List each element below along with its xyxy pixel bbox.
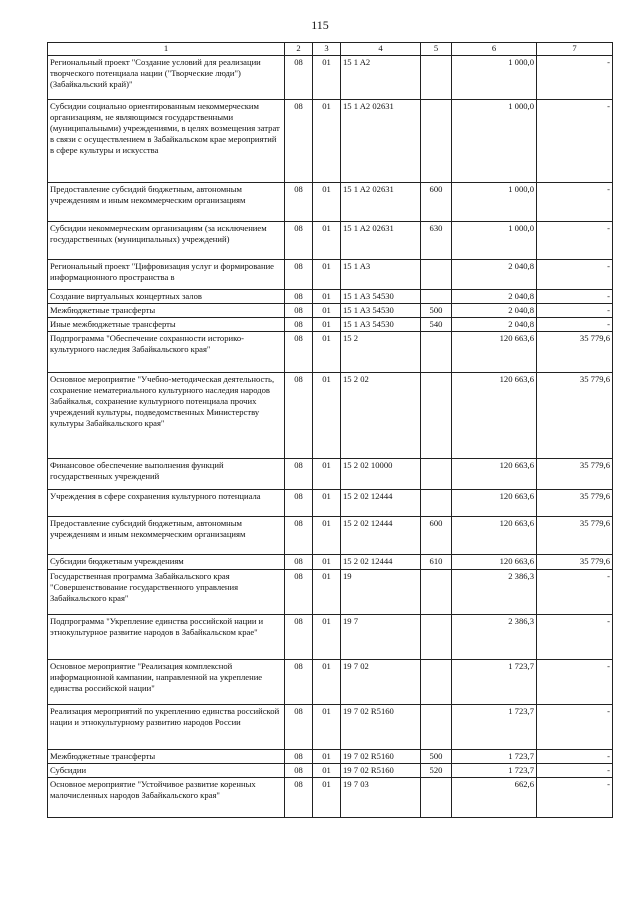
target-item-cell: 15 1 A3 54530 xyxy=(341,290,421,304)
expense-type-cell xyxy=(421,570,452,615)
amount-cell: 1 723,7 xyxy=(452,705,537,750)
table-row xyxy=(48,705,613,750)
target-item-cell: 19 7 02 R5160 xyxy=(341,764,421,778)
section-code-cell: 08 xyxy=(285,570,313,615)
column-header: 3 xyxy=(313,43,341,56)
amount-2-cell: - xyxy=(537,764,613,778)
table-row xyxy=(48,56,613,100)
subsection-code-cell: 01 xyxy=(313,332,341,373)
section-code-cell: 08 xyxy=(285,660,313,705)
target-item-cell: 19 7 03 xyxy=(341,778,421,818)
column-header: 1 xyxy=(48,43,285,56)
section-code-cell: 08 xyxy=(285,459,313,490)
amount-cell: 2 040,8 xyxy=(452,290,537,304)
subsection-code-cell: 01 xyxy=(313,490,341,517)
target-item-cell: 15 2 02 xyxy=(341,373,421,459)
column-header-row xyxy=(48,43,613,56)
expense-type-cell xyxy=(421,373,452,459)
amount-cell: 120 663,6 xyxy=(452,373,537,459)
subsection-code-cell: 01 xyxy=(313,459,341,490)
amount-2-cell: 35 779,6 xyxy=(537,517,613,555)
table-row xyxy=(48,660,613,705)
target-item-cell: 19 7 02 R5160 xyxy=(341,750,421,764)
table-row xyxy=(48,459,613,490)
row-name-cell: Учреждения в сфере сохранения культурного потенциала xyxy=(48,490,285,517)
amount-cell: 2 386,3 xyxy=(452,570,537,615)
row-name-cell: Предоставление субсидий бюджетным, автономным учреждениям и иным некоммерческим организациям xyxy=(48,517,285,555)
section-code-cell: 08 xyxy=(285,373,313,459)
section-code-cell: 08 xyxy=(285,555,313,570)
table-row xyxy=(48,778,613,818)
row-name-cell: Финансовое обеспечение выполнения функций государственных учреждений xyxy=(48,459,285,490)
amount-2-cell: - xyxy=(537,705,613,750)
expense-type-cell: 540 xyxy=(421,318,452,332)
amount-cell: 2 040,8 xyxy=(452,304,537,318)
amount-2-cell: 35 779,6 xyxy=(537,555,613,570)
subsection-code-cell: 01 xyxy=(313,555,341,570)
amount-cell: 1 723,7 xyxy=(452,764,537,778)
expense-type-cell xyxy=(421,615,452,660)
table-row xyxy=(48,750,613,764)
amount-2-cell: - xyxy=(537,750,613,764)
amount-2-cell: 35 779,6 xyxy=(537,373,613,459)
section-code-cell: 08 xyxy=(285,318,313,332)
target-item-cell: 15 2 xyxy=(341,332,421,373)
table-row xyxy=(48,490,613,517)
row-name-cell: Субсидии бюджетным учреждениям xyxy=(48,555,285,570)
target-item-cell: 15 1 A3 54530 xyxy=(341,318,421,332)
expense-type-cell: 600 xyxy=(421,183,452,222)
row-name-cell: Иные межбюджетные трансферты xyxy=(48,318,285,332)
amount-2-cell: - xyxy=(537,100,613,183)
amount-cell: 1 723,7 xyxy=(452,660,537,705)
amount-cell: 120 663,6 xyxy=(452,517,537,555)
target-item-cell: 19 xyxy=(341,570,421,615)
expense-type-cell xyxy=(421,56,452,100)
amount-2-cell: 35 779,6 xyxy=(537,332,613,373)
table-row xyxy=(48,517,613,555)
section-code-cell: 08 xyxy=(285,750,313,764)
table-row xyxy=(48,318,613,332)
amount-cell: 1 000,0 xyxy=(452,222,537,260)
target-item-cell: 15 1 A3 xyxy=(341,260,421,290)
subsection-code-cell: 01 xyxy=(313,290,341,304)
subsection-code-cell: 01 xyxy=(313,183,341,222)
expense-type-cell xyxy=(421,260,452,290)
amount-2-cell: - xyxy=(537,183,613,222)
row-name-cell: Субсидии социально ориентированным некоммерческим организациям, не являющимся государственными (муниципальными) учреждениями, в целях возмещения затрат в связи с осуществлением в Забайкальском крае мероприятий в сфере культуры и искусства xyxy=(48,100,285,183)
table-row xyxy=(48,100,613,183)
amount-2-cell: - xyxy=(537,290,613,304)
target-item-cell: 15 2 02 10000 xyxy=(341,459,421,490)
row-name-cell: Реализация мероприятий по укреплению единства российской нации и этнокультурному развитию народов России xyxy=(48,705,285,750)
table-row xyxy=(48,555,613,570)
amount-2-cell: 35 779,6 xyxy=(537,490,613,517)
expense-type-cell xyxy=(421,490,452,517)
subsection-code-cell: 01 xyxy=(313,100,341,183)
expense-type-cell xyxy=(421,705,452,750)
table-row xyxy=(48,373,613,459)
amount-cell: 120 663,6 xyxy=(452,490,537,517)
amount-2-cell: - xyxy=(537,56,613,100)
row-name-cell: Основное мероприятие "Реализация комплексной информационной кампании, направленной на укрепление единства российской нации" xyxy=(48,660,285,705)
target-item-cell: 15 2 02 12444 xyxy=(341,490,421,517)
table-row xyxy=(48,290,613,304)
section-code-cell: 08 xyxy=(285,260,313,290)
section-code-cell: 08 xyxy=(285,517,313,555)
amount-cell: 1 000,0 xyxy=(452,100,537,183)
section-code-cell: 08 xyxy=(285,100,313,183)
page-number: 115 xyxy=(311,18,329,32)
table-row xyxy=(48,764,613,778)
row-name-cell: Основное мероприятие "Устойчивое развитие коренных малочисленных народов Забайкальского края" xyxy=(48,778,285,818)
amount-cell: 2 386,3 xyxy=(452,615,537,660)
subsection-code-cell: 01 xyxy=(313,615,341,660)
amount-2-cell: - xyxy=(537,260,613,290)
expense-type-cell xyxy=(421,332,452,373)
subsection-code-cell: 01 xyxy=(313,260,341,290)
column-header: 4 xyxy=(341,43,421,56)
target-item-cell: 15 1 A2 02631 xyxy=(341,100,421,183)
amount-2-cell: - xyxy=(537,570,613,615)
row-name-cell: Подпрограмма "Укрепление единства российской нации и этнокультурное развитие народов в Забайкальском крае" xyxy=(48,615,285,660)
amount-2-cell: - xyxy=(537,615,613,660)
amount-cell: 120 663,6 xyxy=(452,332,537,373)
amount-2-cell: - xyxy=(537,222,613,260)
target-item-cell: 15 1 A3 54530 xyxy=(341,304,421,318)
section-code-cell: 08 xyxy=(285,778,313,818)
row-name-cell: Создание виртуальных концертных залов xyxy=(48,290,285,304)
table-row xyxy=(48,304,613,318)
amount-cell: 662,6 xyxy=(452,778,537,818)
row-name-cell: Государственная программа Забайкальского края "Совершенствование государственного управления Забайкальского края" xyxy=(48,570,285,615)
amount-cell: 120 663,6 xyxy=(452,459,537,490)
amount-2-cell: - xyxy=(537,660,613,705)
row-name-cell: Субсидии некоммерческим организациям (за исключением государственных (муниципальных) учреждений) xyxy=(48,222,285,260)
subsection-code-cell: 01 xyxy=(313,660,341,705)
target-item-cell: 19 7 02 R5160 xyxy=(341,705,421,750)
row-name-cell: Подпрограмма "Обеспечение сохранности историко-культурного наследия Забайкальского края" xyxy=(48,332,285,373)
section-code-cell: 08 xyxy=(285,290,313,304)
target-item-cell: 15 1 A2 xyxy=(341,56,421,100)
section-code-cell: 08 xyxy=(285,615,313,660)
section-code-cell: 08 xyxy=(285,490,313,517)
amount-cell: 1 723,7 xyxy=(452,750,537,764)
subsection-code-cell: 01 xyxy=(313,304,341,318)
expense-type-cell: 630 xyxy=(421,222,452,260)
expense-type-cell xyxy=(421,778,452,818)
table-row xyxy=(48,570,613,615)
amount-2-cell: - xyxy=(537,318,613,332)
expense-type-cell: 500 xyxy=(421,304,452,318)
section-code-cell: 08 xyxy=(285,764,313,778)
table-row xyxy=(48,260,613,290)
subsection-code-cell: 01 xyxy=(313,764,341,778)
section-code-cell: 08 xyxy=(285,705,313,750)
table-row xyxy=(48,183,613,222)
amount-2-cell: - xyxy=(537,304,613,318)
amount-cell: 2 040,8 xyxy=(452,260,537,290)
expense-type-cell xyxy=(421,459,452,490)
target-item-cell: 15 1 A2 02631 xyxy=(341,222,421,260)
row-name-cell: Основное мероприятие "Учебно-методическая деятельность, сохранение нематериального культурного наследия народов Забайкалья, сохранение культурного потенциала прочих учреждений культуры, подведомственных Министерству культуры Забайкальского края" xyxy=(48,373,285,459)
expense-type-cell: 610 xyxy=(421,555,452,570)
section-code-cell: 08 xyxy=(285,222,313,260)
subsection-code-cell: 01 xyxy=(313,705,341,750)
target-item-cell: 19 7 02 xyxy=(341,660,421,705)
amount-cell: 1 000,0 xyxy=(452,56,537,100)
budget-table xyxy=(47,42,613,818)
subsection-code-cell: 01 xyxy=(313,318,341,332)
subsection-code-cell: 01 xyxy=(313,517,341,555)
table-row xyxy=(48,222,613,260)
column-header: 5 xyxy=(421,43,452,56)
column-header: 2 xyxy=(285,43,313,56)
subsection-code-cell: 01 xyxy=(313,222,341,260)
section-code-cell: 08 xyxy=(285,304,313,318)
subsection-code-cell: 01 xyxy=(313,750,341,764)
subsection-code-cell: 01 xyxy=(313,778,341,818)
amount-2-cell: - xyxy=(537,778,613,818)
expense-type-cell: 600 xyxy=(421,517,452,555)
target-item-cell: 15 1 A2 02631 xyxy=(341,183,421,222)
target-item-cell: 15 2 02 12444 xyxy=(341,517,421,555)
expense-type-cell xyxy=(421,660,452,705)
row-name-cell: Межбюджетные трансферты xyxy=(48,304,285,318)
row-name-cell: Межбюджетные трансферты xyxy=(48,750,285,764)
amount-cell: 120 663,6 xyxy=(452,555,537,570)
section-code-cell: 08 xyxy=(285,332,313,373)
row-name-cell: Субсидии xyxy=(48,764,285,778)
amount-cell: 1 000,0 xyxy=(452,183,537,222)
expense-type-cell xyxy=(421,290,452,304)
table-row xyxy=(48,615,613,660)
row-name-cell: Предоставление субсидий бюджетным, автономным учреждениям и иным некоммерческим организациям xyxy=(48,183,285,222)
section-code-cell: 08 xyxy=(285,56,313,100)
expense-type-cell: 520 xyxy=(421,764,452,778)
target-item-cell: 19 7 xyxy=(341,615,421,660)
section-code-cell: 08 xyxy=(285,183,313,222)
amount-2-cell: 35 779,6 xyxy=(537,459,613,490)
subsection-code-cell: 01 xyxy=(313,56,341,100)
subsection-code-cell: 01 xyxy=(313,570,341,615)
subsection-code-cell: 01 xyxy=(313,373,341,459)
expense-type-cell: 500 xyxy=(421,750,452,764)
expense-type-cell xyxy=(421,100,452,183)
row-name-cell: Региональный проект "Создание условий для реализации творческого потенциала нации ("Творческие люди") (Забайкальский край)" xyxy=(48,56,285,100)
column-header: 6 xyxy=(452,43,537,56)
target-item-cell: 15 2 02 12444 xyxy=(341,555,421,570)
row-name-cell: Региональный проект "Цифровизация услуг и формирование информационного пространства в xyxy=(48,260,285,290)
amount-cell: 2 040,8 xyxy=(452,318,537,332)
table-row xyxy=(48,332,613,373)
column-header: 7 xyxy=(537,43,613,56)
